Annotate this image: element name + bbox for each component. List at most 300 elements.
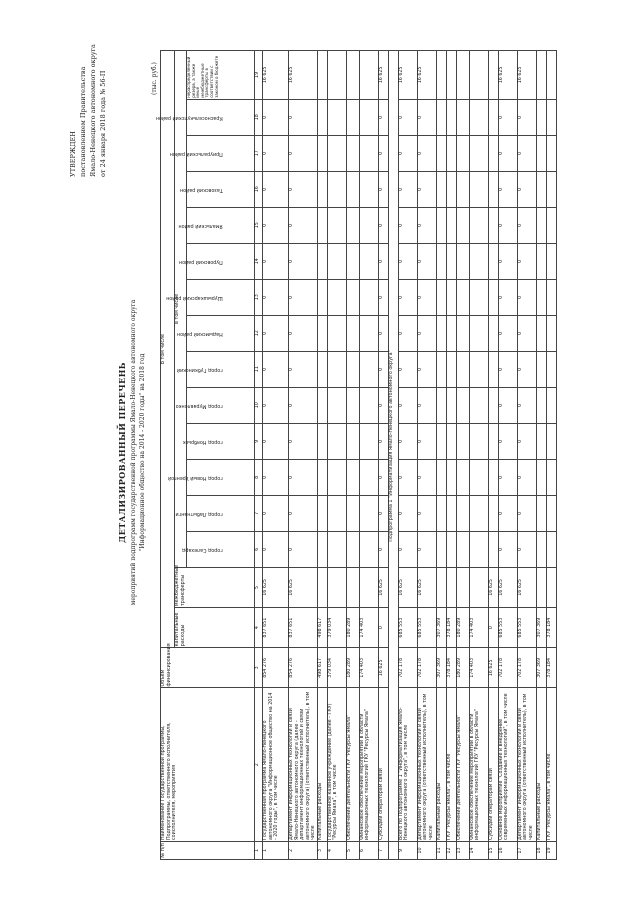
row-muni-value <box>346 243 359 279</box>
row-muni-value <box>488 351 498 387</box>
row-muni-value: 0 <box>289 387 318 423</box>
row-muni-value <box>436 387 446 423</box>
header-reserve: нераспределённый резерв, а также иные межбюджетные трансферты в соответствии с законом о бюджете <box>187 51 255 100</box>
row-muni-value <box>546 99 556 135</box>
row-volume: 180 289 <box>346 648 359 688</box>
row-volume: 174 403 <box>469 648 488 688</box>
row-muni-value <box>359 459 378 495</box>
row-muni-value <box>536 459 546 495</box>
header-muni-12 <box>155 99 255 135</box>
row-reserve <box>488 51 498 100</box>
row-capital: 685 553 <box>417 608 436 648</box>
row-muni-value: 0 <box>498 243 517 279</box>
row-name: Обеспечение деятельности ГКУ "Ресурсы Ямала" <box>346 688 359 842</box>
header-volume: Объём финансирования <box>161 648 255 688</box>
header-muni-label: Шурышкарский район <box>166 295 223 301</box>
row-muni-value <box>536 171 546 207</box>
row-number: 9 <box>398 842 417 860</box>
row-muni-value: 0 <box>378 315 388 351</box>
row-muni-value <box>536 279 546 315</box>
row-muni-value <box>317 171 327 207</box>
row-muni-value <box>546 423 556 459</box>
row-number: 17 <box>517 842 536 860</box>
row-muni-value <box>536 423 546 459</box>
row-muni-value: 0 <box>517 315 536 351</box>
column-number: 14 <box>255 243 263 279</box>
row-muni-value <box>469 423 488 459</box>
row-muni-value <box>359 531 378 567</box>
column-number: 6 <box>255 531 263 567</box>
row-muni-value <box>488 279 498 315</box>
row-muni-value: 0 <box>289 423 318 459</box>
row-transfers: 16 625 <box>517 567 536 607</box>
table-row <box>498 51 517 860</box>
row-name: Основное мероприятие "Создание и внедрение современных информационных технологий", в том числе <box>498 688 517 842</box>
row-muni-value <box>317 279 327 315</box>
row-muni-value <box>456 531 469 567</box>
row-muni-value <box>436 243 446 279</box>
column-number: 5 <box>255 567 263 607</box>
row-name: Капитальные расходы <box>436 688 446 842</box>
row-muni-value <box>456 99 469 135</box>
row-muni-value: 0 <box>263 351 289 387</box>
row-muni-value <box>488 459 498 495</box>
row-muni-value <box>346 423 359 459</box>
row-muni-value <box>346 171 359 207</box>
table-row <box>346 51 359 860</box>
row-muni-value: 0 <box>417 495 436 531</box>
row-muni-value <box>546 315 556 351</box>
row-muni-value <box>446 531 456 567</box>
row-capital: 685 553 <box>498 608 517 648</box>
row-muni-value <box>488 207 498 243</box>
row-volume: 16 625 <box>378 648 388 688</box>
row-muni-value: 0 <box>517 459 536 495</box>
row-muni-value: 0 <box>398 171 417 207</box>
row-transfers <box>359 567 378 607</box>
row-muni-value: 0 <box>289 99 318 135</box>
row-muni-value: 0 <box>498 99 517 135</box>
row-muni-value <box>359 171 378 207</box>
row-muni-value: 0 <box>289 495 318 531</box>
column-number: 1 <box>255 842 263 860</box>
row-muni-value <box>317 99 327 135</box>
row-muni-value: 0 <box>289 279 318 315</box>
row-muni-value: 0 <box>263 279 289 315</box>
row-muni-value <box>436 99 446 135</box>
row-muni-value <box>488 315 498 351</box>
table-row <box>398 51 417 860</box>
header-muni-label: город Губкинский <box>176 367 223 373</box>
row-muni-value: 0 <box>378 135 388 171</box>
row-transfers <box>546 567 556 607</box>
table-row <box>517 51 536 860</box>
table-row <box>317 51 327 860</box>
row-muni-value <box>469 495 488 531</box>
column-number: 12 <box>255 315 263 351</box>
header-muni-label: город Новый Уренгой <box>168 475 223 481</box>
row-muni-value <box>456 351 469 387</box>
table-row <box>436 51 446 860</box>
row-muni-value <box>327 135 346 171</box>
row-muni-value <box>327 459 346 495</box>
row-muni-value <box>446 243 456 279</box>
row-muni-value: 0 <box>417 315 436 351</box>
header-muni-label: город Салехард <box>182 547 223 553</box>
table-row <box>469 51 488 860</box>
row-transfers: 16 625 <box>498 567 517 607</box>
header-muni-label: Тазовский район <box>180 187 223 193</box>
row-reserve <box>456 51 469 100</box>
row-muni-value <box>469 459 488 495</box>
row-muni-value <box>346 99 359 135</box>
row-muni-value: 0 <box>263 531 289 567</box>
header-muni-1 <box>175 495 255 531</box>
row-volume: 307 369 <box>536 648 546 688</box>
row-muni-value: 0 <box>289 459 318 495</box>
row-muni-value: 0 <box>289 531 318 567</box>
row-muni-value <box>536 99 546 135</box>
table-row <box>327 51 346 860</box>
row-volume: 702 178 <box>417 648 436 688</box>
row-muni-value <box>536 135 546 171</box>
row-muni-value: 0 <box>263 135 289 171</box>
column-number: 18 <box>255 99 263 135</box>
table-row <box>546 51 556 860</box>
row-muni-value <box>359 315 378 351</box>
row-volume: 702 178 <box>517 648 536 688</box>
row-muni-value: 0 <box>517 171 536 207</box>
row-muni-value <box>469 99 488 135</box>
row-muni-value <box>456 243 469 279</box>
row-muni-value: 0 <box>289 243 318 279</box>
row-name: Капитальные расходы <box>317 688 327 842</box>
row-muni-value: 0 <box>378 171 388 207</box>
row-capital: 837 651 <box>289 608 318 648</box>
header-muni-label: Ямальский район <box>178 223 223 229</box>
row-name: Департамент информационных технологий и связи автономного округа (ответственный исполнитель), в том числе <box>517 688 536 842</box>
row-muni-value <box>446 171 456 207</box>
row-muni-value <box>436 279 446 315</box>
row-transfers <box>327 567 346 607</box>
row-transfers: 16 625 <box>263 567 289 607</box>
row-muni-value <box>317 495 327 531</box>
row-muni-value <box>436 171 446 207</box>
header-muni-9 <box>178 207 255 243</box>
row-muni-value <box>456 423 469 459</box>
row-muni-value <box>536 351 546 387</box>
row-muni-value <box>456 279 469 315</box>
column-number: 16 <box>255 171 263 207</box>
row-muni-value: 0 <box>398 243 417 279</box>
row-number: 11 <box>436 842 446 860</box>
row-muni-value <box>346 351 359 387</box>
row-muni-value <box>327 387 346 423</box>
row-muni-value: 0 <box>378 351 388 387</box>
row-muni-value: 0 <box>398 387 417 423</box>
row-muni-value <box>546 531 556 567</box>
row-muni-value: 0 <box>398 459 417 495</box>
row-volume: 378 184 <box>546 648 556 688</box>
header-name: Наименование Государственной программы, Подпрограммы, ответственного исполнителя, соисполнителя, мероприятия <box>161 688 255 842</box>
header-muni-10 <box>180 171 255 207</box>
row-muni-value <box>346 531 359 567</box>
header-transfers: межбюджетные трансферты <box>175 567 255 607</box>
row-volume: 702 178 <box>398 648 417 688</box>
row-muni-value <box>456 315 469 351</box>
row-reserve: 16 625 <box>289 51 318 100</box>
row-muni-value <box>436 459 446 495</box>
row-muni-value: 0 <box>417 387 436 423</box>
header-muni-5 <box>176 351 255 387</box>
subprogram-num <box>388 842 398 860</box>
row-name: Департамент информационных технологий и связи Ямало-Ненецкого автономного округа (далее - департамент информационных технологий и связи автономного округа) (ответственный исполнитель), в том числе <box>289 688 318 842</box>
row-muni-value <box>536 387 546 423</box>
row-muni-value <box>346 387 359 423</box>
row-reserve <box>317 51 327 100</box>
row-muni-value: 0 <box>263 99 289 135</box>
row-muni-value <box>546 207 556 243</box>
row-name: Субсидии операторам связи <box>488 688 498 842</box>
row-muni-value <box>488 171 498 207</box>
row-muni-value: 0 <box>498 459 517 495</box>
row-reserve: 16 625 <box>498 51 517 100</box>
row-capital: 307 369 <box>436 608 446 648</box>
row-transfers: 16 625 <box>289 567 318 607</box>
row-muni-value <box>436 351 446 387</box>
row-muni-value: 0 <box>417 459 436 495</box>
row-muni-value <box>546 171 556 207</box>
header-muni-4 <box>175 387 255 423</box>
row-muni-value <box>446 495 456 531</box>
row-muni-value <box>317 531 327 567</box>
header-muni-0 <box>182 531 255 567</box>
column-number: 8 <box>255 459 263 495</box>
row-volume: 702 178 <box>498 648 517 688</box>
row-muni-value <box>488 99 498 135</box>
row-muni-value: 0 <box>289 351 318 387</box>
column-number: 2 <box>255 688 263 842</box>
column-number: 3 <box>255 648 263 688</box>
header-capital: капитальные расходы <box>175 608 255 648</box>
row-muni-value <box>327 171 346 207</box>
column-number: 15 <box>255 207 263 243</box>
row-number: 16 <box>498 842 517 860</box>
row-muni-value <box>327 279 346 315</box>
row-muni-value <box>456 135 469 171</box>
row-capital: 307 369 <box>536 608 546 648</box>
row-muni-value <box>446 351 456 387</box>
row-muni-value: 0 <box>263 423 289 459</box>
row-name: ГКУ "Ресурсы Ямала", в том числе <box>546 688 556 842</box>
row-muni-value <box>446 99 456 135</box>
row-muni-value: 0 <box>517 351 536 387</box>
row-muni-value <box>546 279 556 315</box>
header-muni-label: город Муравленко <box>175 403 223 409</box>
row-capital: 685 553 <box>517 608 536 648</box>
row-transfers: 16 625 <box>378 567 388 607</box>
row-reserve <box>346 51 359 100</box>
page-title: ДЕТАЛИЗИРОВАННЫЙ ПЕРЕЧЕНЬ <box>117 362 127 543</box>
row-muni-value <box>346 315 359 351</box>
units-label: (тыс. руб.) <box>151 62 158 95</box>
row-number: 6 <box>359 842 378 860</box>
row-muni-value <box>346 207 359 243</box>
row-name: Обеспечение деятельности ГКУ "Ресурсы Ямала" <box>456 688 469 842</box>
row-muni-value <box>536 243 546 279</box>
row-number: 13 <box>456 842 469 860</box>
row-number: 12 <box>446 842 456 860</box>
row-name: Департамент информационных технологий и связи автономного округа (ответственный исполнитель), в том числе <box>417 688 436 842</box>
row-capital: 0 <box>488 608 498 648</box>
row-volume: 16 625 <box>488 648 498 688</box>
row-capital: 180 289 <box>346 608 359 648</box>
table-row <box>446 51 456 860</box>
row-transfers <box>456 567 469 607</box>
row-number: 7 <box>378 842 388 860</box>
row-transfers: 16 625 <box>417 567 436 607</box>
column-number: 19 <box>255 51 263 100</box>
header-muni-3 <box>182 423 255 459</box>
row-muni-value: 0 <box>498 351 517 387</box>
table-row <box>456 51 469 860</box>
row-muni-value <box>488 495 498 531</box>
row-muni-value <box>536 315 546 351</box>
row-name: Всего по Подпрограмме 1 "Информатизация Ямало-Ненецкого автономного округа", в том числе <box>398 688 417 842</box>
row-transfers <box>346 567 359 607</box>
row-muni-value: 0 <box>378 99 388 135</box>
row-muni-value: 0 <box>398 279 417 315</box>
row-number: 3 <box>317 842 327 860</box>
row-muni-value <box>317 207 327 243</box>
row-muni-value <box>327 423 346 459</box>
subprogram-header: Подпрограмма 1 "Информатизация Ямало-Ненецкого автономного округа" <box>388 51 398 842</box>
row-name: Финансовое обеспечение мероприятий в области информационных технологий ГКУ "Ресурсы Ямала" <box>469 688 488 842</box>
row-muni-value <box>546 387 556 423</box>
row-muni-value <box>469 531 488 567</box>
row-muni-value: 0 <box>517 99 536 135</box>
approval-line-2: постановлением Правительства <box>79 66 87 177</box>
row-capital: 837 651 <box>263 608 289 648</box>
column-number: 17 <box>255 135 263 171</box>
row-transfers <box>317 567 327 607</box>
header-muni-2 <box>168 459 255 495</box>
row-muni-value <box>488 135 498 171</box>
row-transfers: 16 625 <box>488 567 498 607</box>
header-muni-label: Приуральский район <box>169 151 223 157</box>
row-muni-value <box>488 387 498 423</box>
row-muni-value <box>346 495 359 531</box>
row-muni-value: 0 <box>398 99 417 135</box>
row-muni-value <box>359 207 378 243</box>
row-number: 18 <box>536 842 546 860</box>
row-muni-value: 0 <box>263 495 289 531</box>
row-reserve <box>536 51 546 100</box>
row-capital: 498 617 <box>317 608 327 648</box>
row-muni-value <box>327 351 346 387</box>
row-transfers <box>436 567 446 607</box>
row-muni-value <box>436 495 446 531</box>
row-muni-value <box>546 495 556 531</box>
row-name: Финансовое обеспечение мероприятий в области информационных технологий ГКУ "Ресурсы Ямала" <box>359 688 378 842</box>
row-name: Государственная программа Ямало-Ненецкого автономного округа "Информационное общество на 2014 - 2020 годы", в том числе <box>263 688 289 842</box>
header-including: В том числе <box>161 51 175 648</box>
row-muni-value <box>446 279 456 315</box>
row-muni-value <box>456 171 469 207</box>
row-muni-value <box>317 315 327 351</box>
header-including-2: в том числе <box>175 51 187 568</box>
row-muni-value: 0 <box>378 207 388 243</box>
row-volume: 378 184 <box>446 648 456 688</box>
row-muni-value <box>327 207 346 243</box>
row-reserve: 16 625 <box>378 51 388 100</box>
row-muni-value <box>469 243 488 279</box>
row-reserve <box>469 51 488 100</box>
row-reserve <box>359 51 378 100</box>
header-muni-label: Красноселькупский район <box>155 115 223 121</box>
column-number: 10 <box>255 387 263 423</box>
row-muni-value: 0 <box>263 459 289 495</box>
row-muni-value <box>359 387 378 423</box>
row-muni-value <box>456 459 469 495</box>
row-reserve: 16 625 <box>263 51 289 100</box>
row-muni-value: 0 <box>498 531 517 567</box>
row-number: 2 <box>289 842 318 860</box>
row-muni-value <box>436 423 446 459</box>
row-muni-value: 0 <box>289 135 318 171</box>
row-muni-value: 0 <box>378 279 388 315</box>
page-subtitle-2: "Информационное общество на 2014 - 2020 годы" на 2018 год <box>139 353 146 552</box>
row-muni-value: 0 <box>289 207 318 243</box>
row-muni-value <box>446 207 456 243</box>
header-muni-8 <box>179 243 255 279</box>
row-muni-value: 0 <box>398 135 417 171</box>
header-muni-label: Пуровский район <box>179 259 223 265</box>
row-muni-value <box>346 459 359 495</box>
row-muni-value <box>488 423 498 459</box>
row-muni-value <box>359 351 378 387</box>
row-name: Капитальные расходы <box>536 688 546 842</box>
row-muni-value <box>327 495 346 531</box>
row-muni-value: 0 <box>398 351 417 387</box>
row-muni-value <box>317 243 327 279</box>
row-muni-value: 0 <box>517 423 536 459</box>
row-number: 5 <box>346 842 359 860</box>
table-row <box>417 51 436 860</box>
row-volume: 498 617 <box>317 648 327 688</box>
row-muni-value <box>317 135 327 171</box>
column-number: 9 <box>255 423 263 459</box>
row-muni-value: 0 <box>498 135 517 171</box>
row-number: 1 <box>263 842 289 860</box>
row-muni-value <box>327 531 346 567</box>
row-muni-value: 0 <box>498 207 517 243</box>
row-volume: 854 276 <box>289 648 318 688</box>
row-muni-value: 0 <box>517 279 536 315</box>
row-muni-value: 0 <box>263 207 289 243</box>
row-muni-value <box>359 135 378 171</box>
row-muni-value: 0 <box>498 495 517 531</box>
row-muni-value <box>469 171 488 207</box>
row-muni-value: 0 <box>498 171 517 207</box>
row-muni-value: 0 <box>498 315 517 351</box>
row-muni-value <box>359 423 378 459</box>
row-capital: 0 <box>378 608 388 648</box>
row-reserve <box>546 51 556 100</box>
row-muni-value <box>536 531 546 567</box>
row-muni-value: 0 <box>417 351 436 387</box>
row-transfers <box>469 567 488 607</box>
